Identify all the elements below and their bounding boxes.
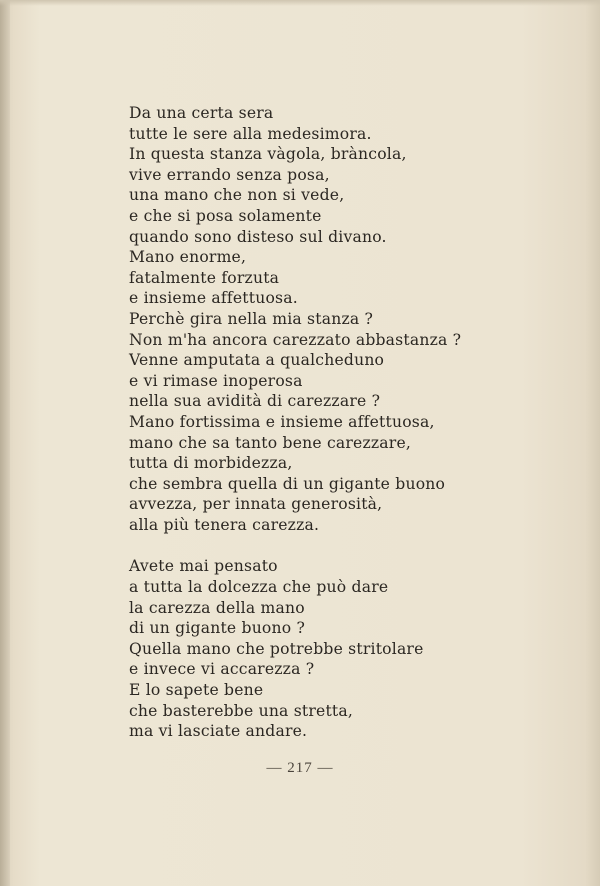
poem-line: di un gigante buono ? <box>129 619 306 638</box>
poem-line: la carezza della mano <box>129 598 305 617</box>
poem-line: Mano enorme, <box>129 248 247 267</box>
poem-line: Mano fortissima e insieme affettuosa, <box>129 412 435 431</box>
poem-line: e insieme affettuosa. <box>129 289 298 308</box>
poem-line: che basterebbe una stretta, <box>129 701 354 720</box>
poem-text <box>129 103 461 742</box>
poem-line: quando sono disteso sul divano. <box>129 227 387 246</box>
poem-line: tutta di morbidezza, <box>129 454 293 473</box>
poem-line: mano che sa tanto bene carezzare, <box>129 433 412 452</box>
poem-line: avvezza, per innata generosità, <box>129 495 383 514</box>
poem-line: a tutta la dolcezza che può dare <box>129 578 389 597</box>
poem-line: In questa stanza vàgola, bràncola, <box>129 145 407 164</box>
poem-line: Venne amputata a qualcheduno <box>129 351 385 370</box>
stanza-1 <box>129 103 461 535</box>
poem-line: una mano che non si vede, <box>129 186 345 205</box>
poem-line: Da una certa sera <box>129 104 274 122</box>
page-number: — 217 — <box>266 760 334 776</box>
poem-line: Perchè gira nella mia stanza ? <box>129 309 374 328</box>
poem-line: ma vi lasciate andare. <box>129 722 308 741</box>
page-top-edge <box>0 0 600 6</box>
book-gutter <box>0 0 10 886</box>
poem-line: tutte le sere alla medesimora. <box>129 124 372 143</box>
poem-line: e vi rimase inoperosa <box>129 371 303 390</box>
poem-line: nella sua avidità di carezzare ? <box>129 392 381 411</box>
poem-line: E lo sapete bene <box>129 681 264 700</box>
poem-line: Avete mai pensato <box>129 557 278 576</box>
poem-line: fatalmente forzuta <box>129 268 280 287</box>
poem-line: vive errando senza posa, <box>129 165 330 184</box>
poem-line: e che si posa solamente <box>129 206 322 225</box>
poem-line: Non m'ha ancora carezzato abbastanza ? <box>129 330 462 349</box>
poem-line: alla più tenera carezza. <box>129 515 320 534</box>
poem-line: e invece vi accarezza ? <box>129 660 315 679</box>
poem-line: che sembra quella di un gigante buono <box>129 474 446 493</box>
stanza-2 <box>129 556 461 741</box>
poem-line: Quella mano che potrebbe stritolare <box>129 639 424 658</box>
